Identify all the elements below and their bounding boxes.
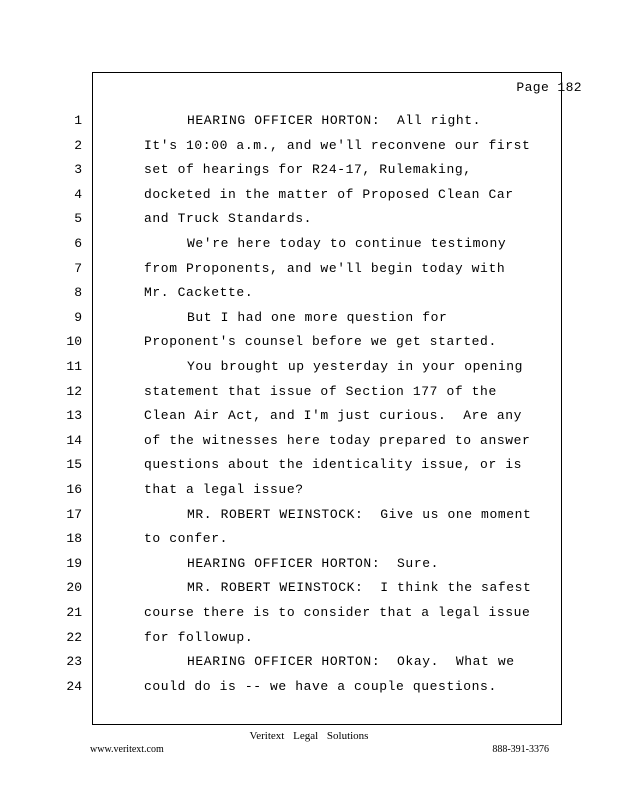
line-number: 1 <box>74 113 82 128</box>
transcript-line: MR. ROBERT WEINSTOCK: I think the safest <box>187 580 532 596</box>
transcript-line: and Truck Standards. <box>144 211 313 227</box>
line-number: 15 <box>66 457 82 473</box>
line-number: 7 <box>74 260 82 276</box>
line-number: 24 <box>66 678 82 694</box>
line-number: 8 <box>74 285 82 301</box>
transcript-line: of the witnesses here today prepared to answer <box>144 432 531 448</box>
line-number: 10 <box>66 334 82 350</box>
transcript-line: statement that issue of Section 177 of the <box>144 383 497 399</box>
line-number: 21 <box>66 605 82 620</box>
line-number: 5 <box>74 211 82 227</box>
transcript-line: to confer. <box>144 531 229 547</box>
transcript-line: questions about the identicality issue, or is <box>144 457 523 473</box>
line-number: 4 <box>74 186 82 202</box>
transcript-line: docketed in the matter of Proposed Clean Car <box>144 186 514 202</box>
line-number: 13 <box>66 408 82 424</box>
line-number: 19 <box>66 555 82 571</box>
transcript-line: course there is to consider that a legal issue <box>144 605 531 620</box>
line-number: 16 <box>66 482 82 497</box>
transcript-line: Clean Air Act, and I'm just curious. Are any <box>144 408 523 424</box>
line-number: 12 <box>66 383 82 399</box>
line-number: 2 <box>74 137 82 153</box>
line-number: 14 <box>66 432 82 448</box>
line-number: 6 <box>74 236 82 251</box>
transcript-line: HEARING OFFICER HORTON: All right. <box>187 113 482 128</box>
transcript-line: Proponent's counsel before we get started. <box>144 334 497 350</box>
transcript-line: that a legal issue? <box>144 482 304 497</box>
transcript-line: MR. ROBERT WEINSTOCK: Give us one moment <box>187 506 532 522</box>
line-number: 18 <box>66 531 82 547</box>
page-number: Page 182 <box>516 80 582 95</box>
line-number: 23 <box>66 654 82 670</box>
line-number: 20 <box>66 580 82 596</box>
transcript-line: HEARING OFFICER HORTON: Okay. What we <box>187 654 515 670</box>
transcript-line: It's 10:00 a.m., and we'll reconvene our first <box>144 137 531 153</box>
transcript-line: set of hearings for R24-17, Rulemaking, <box>144 162 472 178</box>
footer-company: Veritext Legal Solutions <box>249 730 369 742</box>
footer-phone: 888-391-3376 <box>492 744 549 755</box>
line-number: 9 <box>74 309 82 325</box>
transcript-line: from Proponents, and we'll begin today with <box>144 260 506 276</box>
transcript-line: You brought up yesterday in your opening <box>187 359 524 374</box>
transcript-line: We're here today to continue testimony <box>187 236 507 251</box>
transcript-line: for followup. <box>144 629 254 645</box>
transcript-line: But I had one more question for <box>187 309 448 325</box>
transcript-line: could do is -- we have a couple questions. <box>144 678 497 694</box>
transcript-line: HEARING OFFICER HORTON: Sure. <box>187 555 440 571</box>
footer-website: www.veritext.com <box>90 744 164 755</box>
line-number: 11 <box>66 359 82 374</box>
line-number: 17 <box>66 506 82 522</box>
line-number: 3 <box>74 162 82 178</box>
transcript-line: Mr. Cackette. <box>144 285 254 301</box>
line-number: 22 <box>66 629 82 645</box>
